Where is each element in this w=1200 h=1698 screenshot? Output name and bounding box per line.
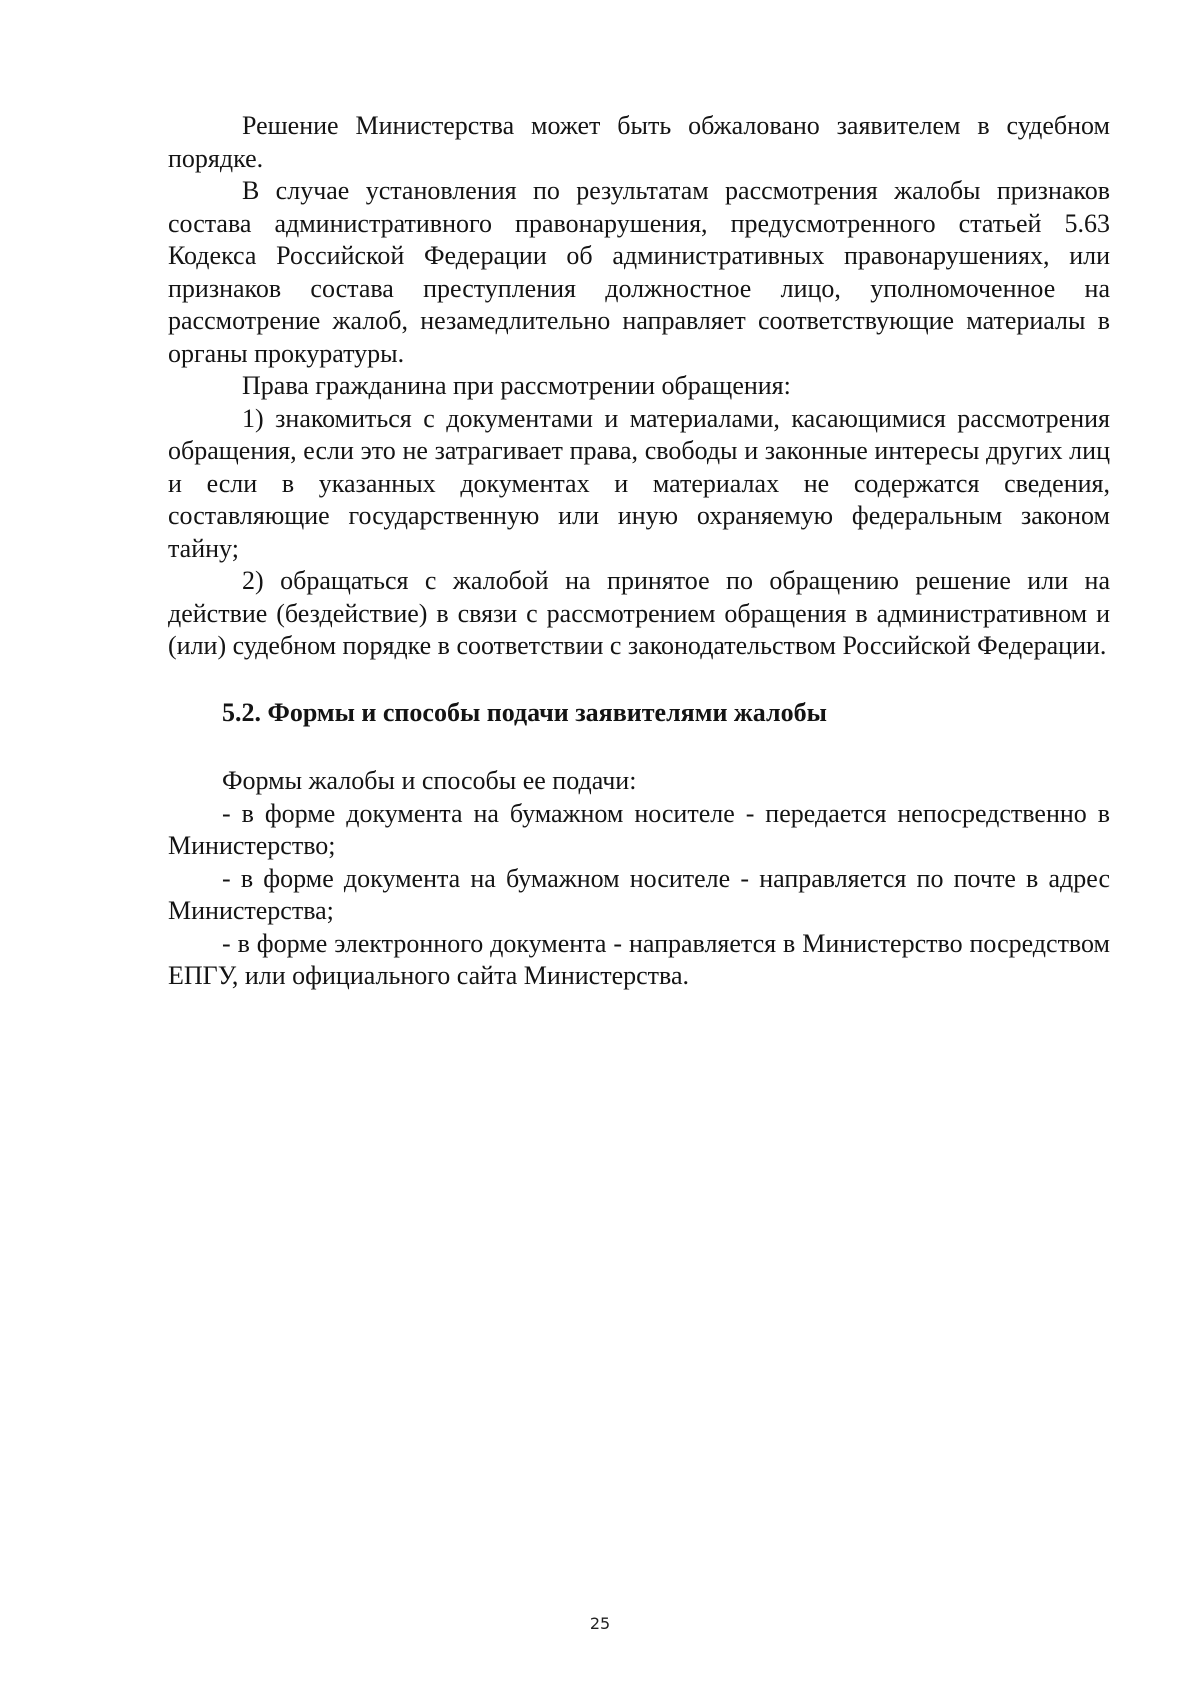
paragraph-form-electronic: - в форме электронного документа - направляется в Министерство посредством ЕПГУ, или официального сайта Министерства.	[168, 928, 1110, 990]
paragraph-form-paper-mail: - в форме документа на бумажном носителе - направляется по почте в адрес Министерства;	[168, 863, 1110, 925]
paragraph-prosecution: В случае установления по результатам рассмотрения жалобы признаков состава административного правонарушения, предусмотренного статьей 5.63 Кодекса Российской Федерации об административных правонарушениях, или признаков состава преступления должностное лицо, уполномоченное на рассмотрение жалоб, незамедлительно направляет соответствующие материалы в органы прокуратуры.	[168, 176, 1110, 368]
paragraph-right-2: 2) обращаться с жалобой на принятое по обращению решение или на действие (бездействие) в связи с рассмотрением обращения в административном и (или) судебном порядке в соответствии с законодательством Российской Федерации.	[168, 566, 1110, 660]
paragraph-right-1: 1) знакомиться с документами и материалами, касающимися рассмотрения обращения, если это не затрагивает права, свободы и законные интересы других лиц и если в указанных документах и материалах не содержатся сведения, составляющие государственную или иную охраняемую федеральным законом тайну;	[168, 403, 1110, 563]
paragraph-form-paper-direct: - в форме документа на бумажном носителе - передается непосредственно в Министерство;	[168, 798, 1110, 860]
paragraph-citizen-rights-intro: Права гражданина при рассмотрении обращения:	[242, 371, 791, 400]
document-body	[168, 110, 1110, 993]
paragraph-forms-intro: Формы жалобы и способы ее подачи:	[222, 766, 637, 795]
section-heading: 5.2. Формы и способы подачи заявителями жалобы	[222, 697, 827, 727]
page-number: 25	[589, 1614, 611, 1633]
paragraph-appeal-court: Решение Министерства может быть обжаловано заявителем в судебном порядке.	[168, 111, 1110, 173]
